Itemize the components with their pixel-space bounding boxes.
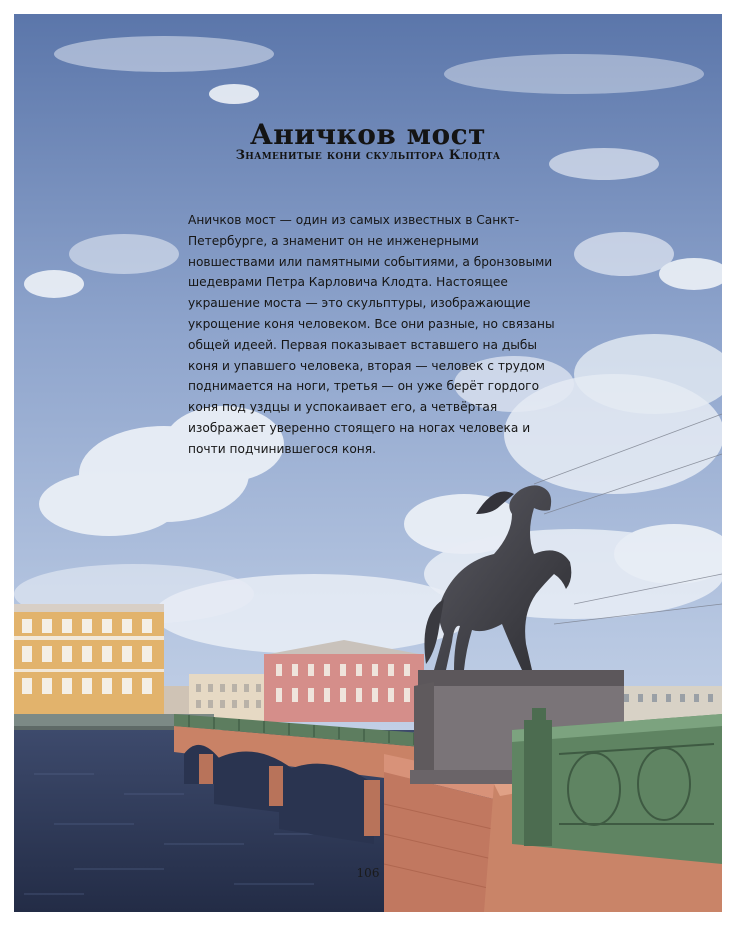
bridge-railing-near: [512, 708, 722, 864]
page-subtitle: Знаменитые кони скульптора Клодта: [235, 148, 501, 163]
page-title: Аничков мост: [249, 118, 487, 151]
body-paragraph: Аничков мост — один из самых известных в Санкт-Петербурге, а знаменит он не инженерными новшествами или памятными событиями, а бронзовыми шедеврами Петра Карловича Клодта. Настоящее украшение моста — это скульптуры, изображающие укрощение коня человеком. Все они разные, но связаны общей идеей. Первая показывает вставшего на дыбы коня и упавшего человека, вторая — человек с трудом поднимается на ноги, третья — он уже берёт гордого коня под уздцы и успокаивает его, а четвёртая изображает уверенно стоящего на ногах человека и почти подчинившегося коня.: [188, 213, 555, 456]
page-number: 106: [356, 866, 380, 880]
book-page: [14, 14, 722, 912]
